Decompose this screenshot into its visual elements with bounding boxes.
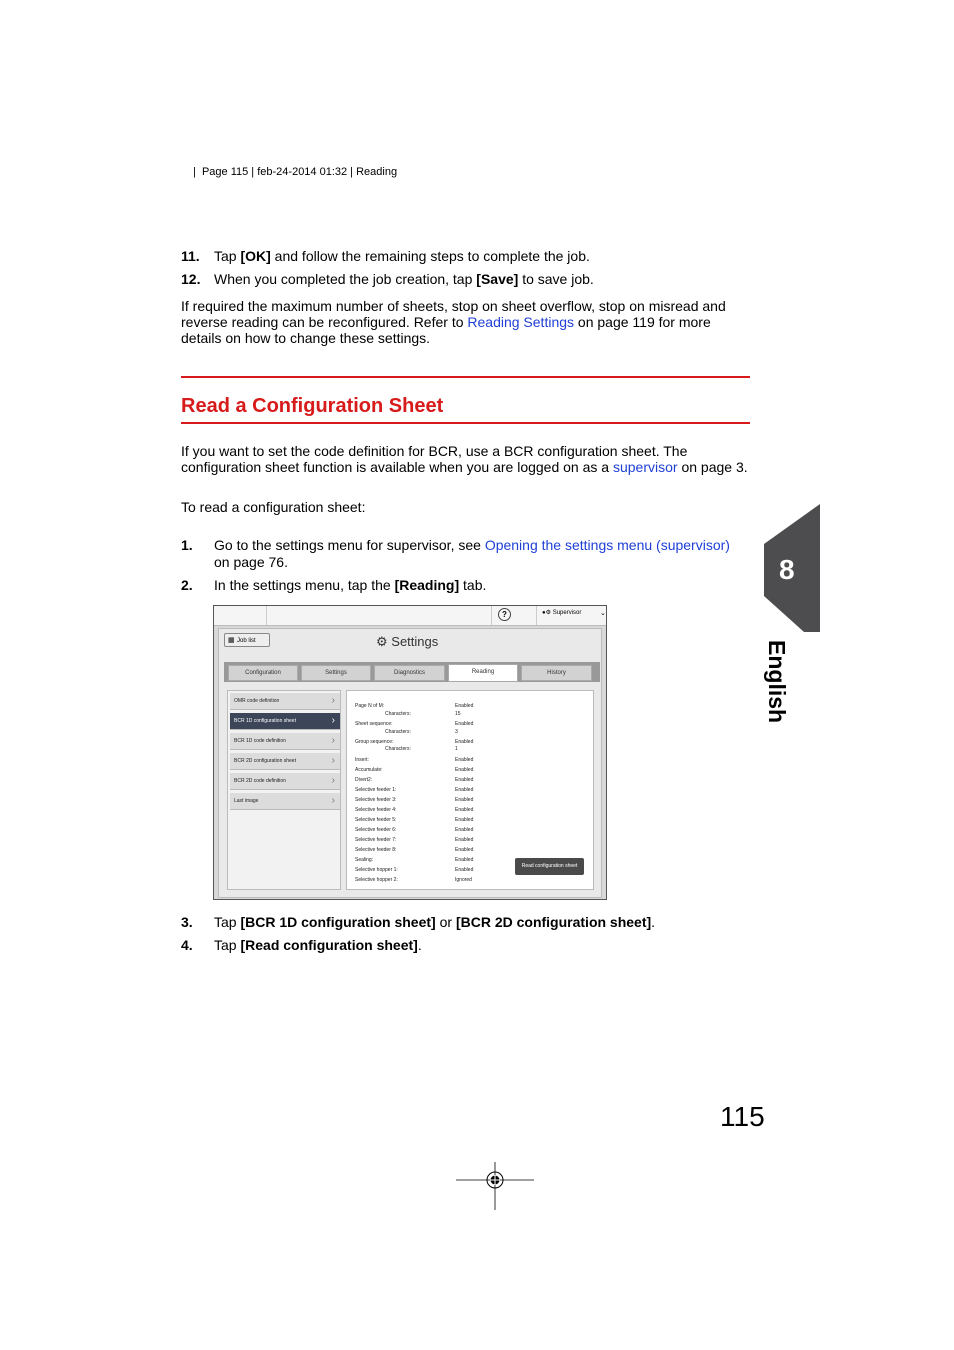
page-number: 115 <box>720 1101 765 1132</box>
list-item-omr-code-definition[interactable] <box>230 693 340 710</box>
step-number: 1. <box>181 537 193 553</box>
chevron-down-icon[interactable]: ⌄ <box>600 610 606 617</box>
settings-screenshot <box>213 605 607 900</box>
user-icon: ●⚙ <box>542 610 552 616</box>
detail-value: Enabled <box>455 817 474 823</box>
detail-label: Insert: <box>355 757 369 763</box>
settings-title <box>376 634 438 650</box>
detail-value: Enabled <box>455 797 474 803</box>
detail-value: Enabled <box>455 703 474 709</box>
chevron-right-icon: › <box>331 715 335 726</box>
detail-label: Selective feeder 4: <box>355 807 397 813</box>
user-label: Supervisor <box>552 610 582 616</box>
grid-icon: ▦ <box>228 637 235 644</box>
chapter-number: 8 <box>779 554 795 585</box>
list-item-bcr-2d-configuration-sheet[interactable] <box>230 753 340 770</box>
para-text: on page 119 for more details on how to change these settings. <box>181 314 711 346</box>
detail-value: 3 <box>455 729 458 735</box>
step-bold: [BCR 2D configuration sheet] <box>455 914 652 930</box>
step-bold: [Reading] <box>394 577 460 593</box>
step-number: 2. <box>181 577 193 593</box>
step-1 <box>0 537 800 571</box>
read-configuration-sheet-button[interactable]: Read configuration sheet <box>515 858 584 875</box>
step-text-post: and follow the remaining steps to complete the job. <box>270 248 590 264</box>
detail-label: Characters: <box>385 729 411 735</box>
step-number: 12. <box>181 271 201 287</box>
para-text: on page 3. <box>677 459 748 475</box>
list-item-label: OMR code definition <box>234 698 280 704</box>
detail-label: Characters: <box>385 711 411 717</box>
detail-label: Selective feeder 8: <box>355 847 397 853</box>
paragraph-bcr <box>181 443 753 475</box>
detail-value: Enabled <box>455 777 474 783</box>
list-item-bcr-2d-code-definition[interactable] <box>230 773 340 790</box>
detail-value: Enabled <box>455 739 474 745</box>
chevron-right-icon: › <box>331 755 335 766</box>
chapter-tab <box>764 504 820 632</box>
step-text-post: tab. <box>459 577 487 593</box>
step-3 <box>0 914 800 931</box>
detail-value: 15 <box>455 711 461 717</box>
job-list-label: Job list <box>237 638 256 644</box>
detail-value: Enabled <box>455 827 474 833</box>
section-title: Read a Configuration Sheet <box>181 395 444 417</box>
tab-history[interactable]: History <box>521 665 592 681</box>
step-2 <box>0 577 800 594</box>
detail-value: 1 <box>455 746 458 752</box>
paragraph-to-read: To read a configuration sheet: <box>181 499 366 515</box>
language-label: English <box>764 640 790 724</box>
step-text <box>214 537 754 571</box>
step-text-pre: When you completed the job creation, tap <box>214 271 477 287</box>
list-item-bcr-1d-configuration-sheet[interactable] <box>230 713 340 730</box>
detail-value: Enabled <box>455 787 474 793</box>
detail-label: Selective hopper 2: <box>355 877 398 883</box>
title-rule-bottom <box>181 422 750 424</box>
list-item-label: BCR 2D code definition <box>234 778 286 784</box>
para-text: If you want to set the code definition for BCR, use a BCR configuration sheet. The configuration sheet function is available when you are logged on as a <box>181 443 688 475</box>
divider <box>491 606 492 625</box>
step-text-post: on page 76. <box>214 554 288 570</box>
link-reading-settings[interactable]: Reading Settings <box>467 314 575 330</box>
step-text <box>214 248 754 265</box>
detail-label: Selective feeder 5: <box>355 817 397 823</box>
detail-value: Enabled <box>455 867 474 873</box>
step-text-post: to save job. <box>518 271 594 287</box>
step-bold: [BCR 1D configuration sheet] <box>240 914 436 930</box>
detail-value: Enabled <box>455 767 474 773</box>
detail-label: Page N of M: <box>355 703 385 709</box>
page-header: | Page 115 | feb-24-2014 01:32 | Reading <box>193 166 398 178</box>
step-text-post: . <box>651 914 656 930</box>
step-text <box>214 577 754 594</box>
step-text <box>214 937 754 954</box>
chevron-right-icon: › <box>331 795 335 806</box>
user-menu[interactable] <box>542 609 581 616</box>
tab-configuration[interactable]: Configuration <box>228 665 298 681</box>
detail-value: Enabled <box>455 857 474 863</box>
chevron-right-icon: › <box>331 735 335 746</box>
detail-label: Group sequence: <box>355 739 394 745</box>
top-bar <box>214 606 606 626</box>
step-11 <box>0 248 800 265</box>
detail-value: Enabled <box>455 807 474 813</box>
step-text-pre: Tap <box>214 937 241 953</box>
step-text-pre: Tap <box>214 914 241 930</box>
list-item-last-image[interactable] <box>230 793 340 810</box>
gear-icon: ⚙ <box>376 634 388 649</box>
step-number: 3. <box>181 914 193 930</box>
tab-settings[interactable]: Settings <box>301 665 371 681</box>
chevron-right-icon: › <box>331 695 335 706</box>
detail-label: Divert2: <box>355 777 373 783</box>
para-text: If required the maximum number of sheets, stop on sheet overflow, stop on misread and reverse reading can be reconfigured. Refer to <box>181 298 726 330</box>
step-text <box>214 914 754 931</box>
job-list-button[interactable] <box>224 633 270 647</box>
tab-diagnostics[interactable]: Diagnostics <box>374 665 445 681</box>
paragraph-reconfigure <box>181 298 753 346</box>
detail-label: Selective feeder 3: <box>355 797 397 803</box>
list-item-label: BCR 2D configuration sheet <box>234 758 296 764</box>
detail-label: Sheet sequence: <box>355 721 393 727</box>
step-4 <box>0 937 800 954</box>
step-text-mid: or <box>435 914 456 930</box>
detail-label: Selective feeder 6: <box>355 827 397 833</box>
reading-menu-list <box>227 690 341 890</box>
tab-reading[interactable]: Reading <box>448 664 518 682</box>
title-rule-top <box>181 376 750 378</box>
help-icon[interactable]: ? <box>498 608 511 621</box>
chevron-right-icon: › <box>331 775 335 786</box>
step-12 <box>0 271 800 288</box>
step-number: 11. <box>181 248 200 264</box>
detail-value: Enabled <box>455 847 474 853</box>
detail-label: Accumulate: <box>355 767 383 773</box>
detail-value: Enabled <box>455 721 474 727</box>
link-opening-settings[interactable]: Opening the settings menu (supervisor) <box>484 537 730 553</box>
step-bold: [Save] <box>476 271 519 287</box>
step-text-pre: Tap <box>214 248 241 264</box>
step-bold: [OK] <box>240 248 271 264</box>
list-item-label: BCR 1D configuration sheet <box>234 718 296 724</box>
list-item-bcr-1d-code-definition[interactable] <box>230 733 340 750</box>
step-bold: [Read configuration sheet] <box>240 937 418 953</box>
step-text-pre: In the settings menu, tap the <box>214 577 395 593</box>
detail-value: Enabled <box>455 757 474 763</box>
step-text-post: . <box>417 937 422 953</box>
detail-label: Selective feeder 7: <box>355 837 397 843</box>
list-item-label: BCR 1D code definition <box>234 738 286 744</box>
divider <box>266 606 267 625</box>
detail-value: Ignored <box>455 877 472 883</box>
settings-title-label: Settings <box>391 634 439 649</box>
divider <box>536 606 537 625</box>
detail-label: Characters: <box>385 746 411 752</box>
link-supervisor[interactable]: supervisor <box>612 459 678 475</box>
list-item-label: Last image <box>234 798 259 804</box>
step-text-pre: Go to the settings menu for supervisor, see <box>214 537 485 553</box>
step-text <box>214 271 754 288</box>
registration-mark-icon <box>456 1160 536 1212</box>
detail-label: Sealing: <box>355 857 374 863</box>
tab-bar <box>224 662 600 682</box>
detail-label: Selective hopper 1: <box>355 867 398 873</box>
detail-value: Enabled <box>455 837 474 843</box>
detail-label: Selective feeder 1: <box>355 787 397 793</box>
step-number: 4. <box>181 937 193 953</box>
